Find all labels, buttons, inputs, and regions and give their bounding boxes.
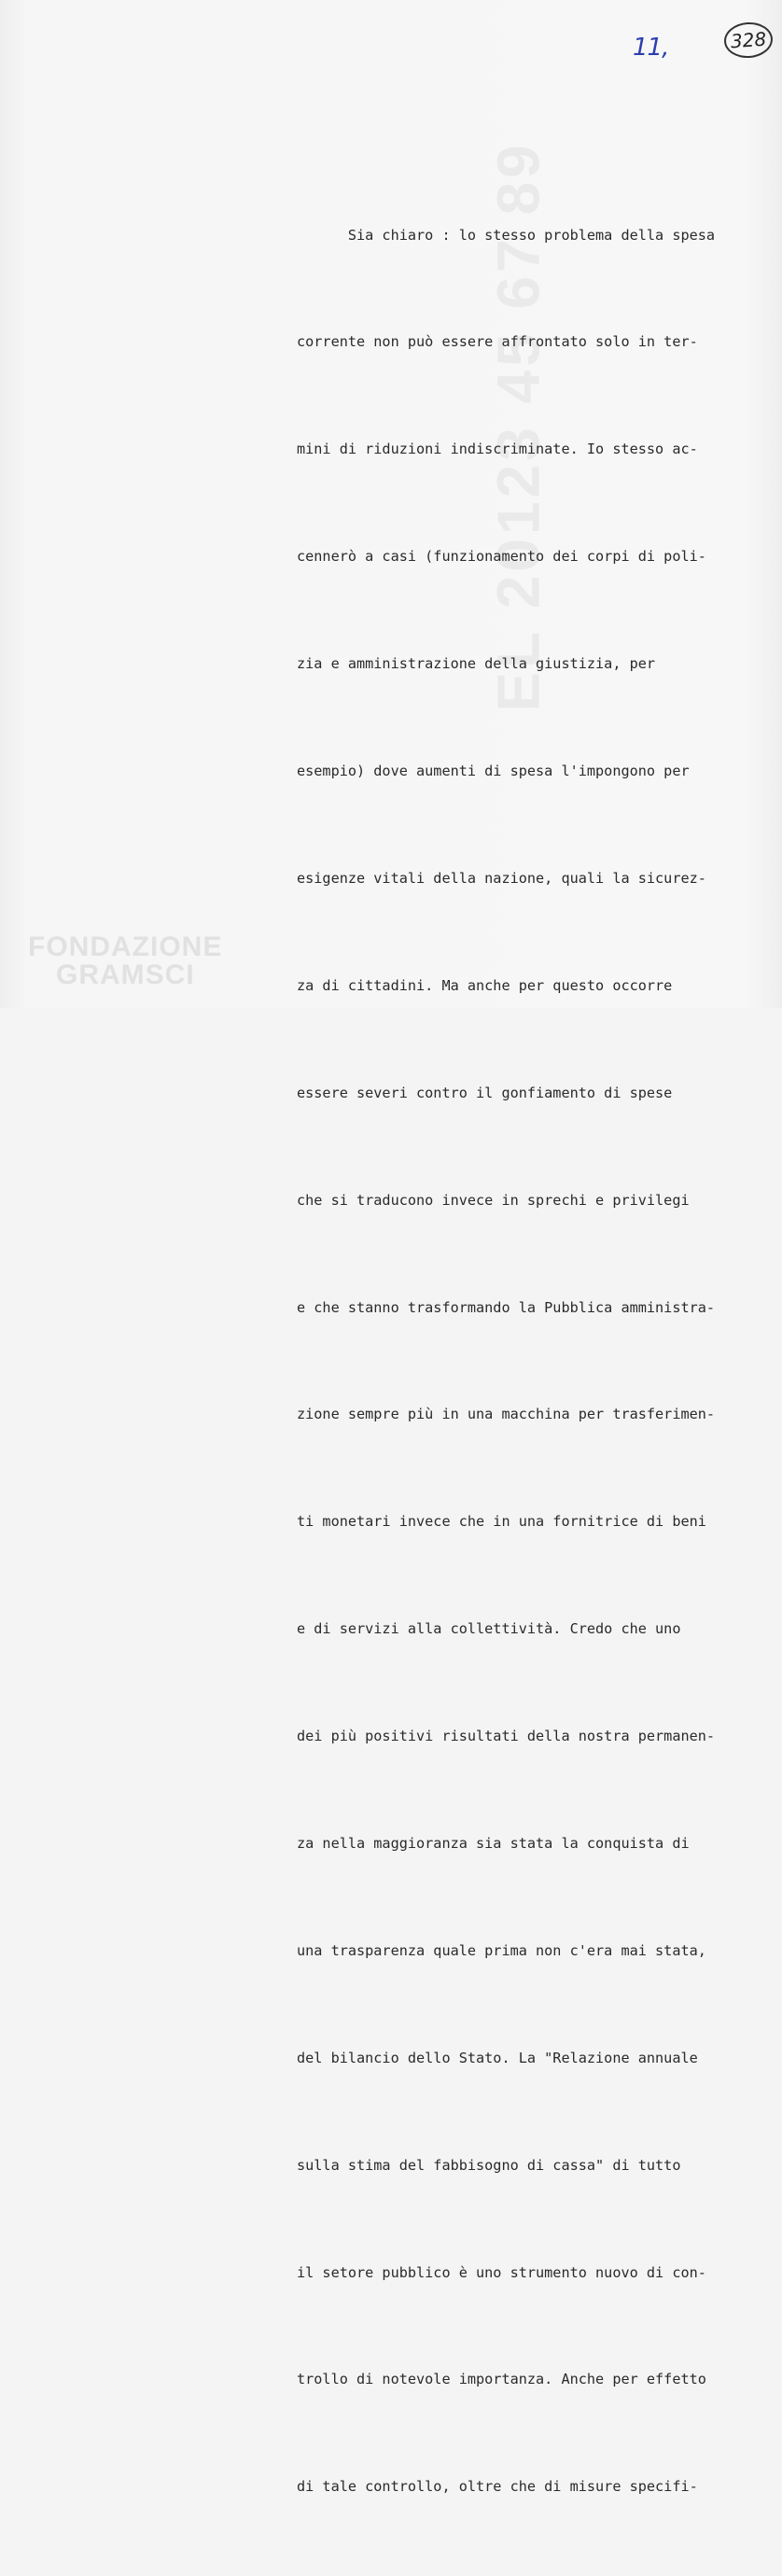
logo-line: GRAMSCI [56, 959, 195, 990]
handwritten-page-number: 11, [633, 34, 669, 62]
text-line: del bilancio dello Stato. La "Relazione annuale [297, 2049, 698, 2066]
text-line: Sia chiaro : lo stesso problema della spesa [297, 226, 716, 244]
text-line: za nella maggioranza sia stata la conquista di [297, 1834, 690, 1852]
text-line: e che stanno trasformando la Pubblica amministra- [297, 1298, 716, 1316]
text-line: corrente non può essere affrontato solo in ter- [297, 333, 698, 351]
text-line: esempio) dove aumenti di spesa l'impongono per [297, 763, 690, 780]
text-line: che si traducono invece in sprechi e privilegi [297, 1191, 690, 1209]
text-line: mini di riduzioni indiscriminate. Io stesso ac- [297, 441, 698, 458]
foundation-logo [28, 933, 222, 989]
text-line: essere severi contro il gonfiamento di spese [297, 1084, 673, 1101]
logo-line: FONDAZIONE [28, 931, 223, 962]
text-line: trollo di notevole importanza. Anche per effetto [297, 2371, 706, 2388]
body-text [297, 146, 745, 2576]
text-line: zione sempre più in una macchina per trasferimen- [297, 1406, 716, 1423]
text-line: esigenze vitali della nazione, quali la sicurez- [297, 869, 706, 887]
text-line: una trasparenza quale prima non c'era mai stata, [297, 1941, 706, 1959]
text-line: cennerò a casi (funzionamento dei corpi di poli- [297, 548, 706, 566]
text-line: za di cittadini. Ma anche per questo occorre [297, 976, 673, 994]
text-line: ti monetari invece che in una fornitrice di beni [297, 1513, 706, 1531]
text-line: il setore pubblico è uno strumento nuovo di con- [297, 2263, 706, 2281]
text-line: dei più positivi risultati della nostra permanen- [297, 1728, 716, 1745]
folio-stamp: 328 [723, 21, 775, 60]
text-line: zia e amministrazione della giustizia, per [297, 655, 656, 673]
text-line: di tale controllo, oltre che di misure specifi- [297, 2478, 698, 2496]
text-line: e di servizi alla collettività. Credo che uno [297, 1620, 681, 1638]
text-line: sulla stima del fabbisogno di cassa" di tutto [297, 2156, 681, 2174]
watermark: EL 20123 45 67 89 [484, 141, 552, 712]
